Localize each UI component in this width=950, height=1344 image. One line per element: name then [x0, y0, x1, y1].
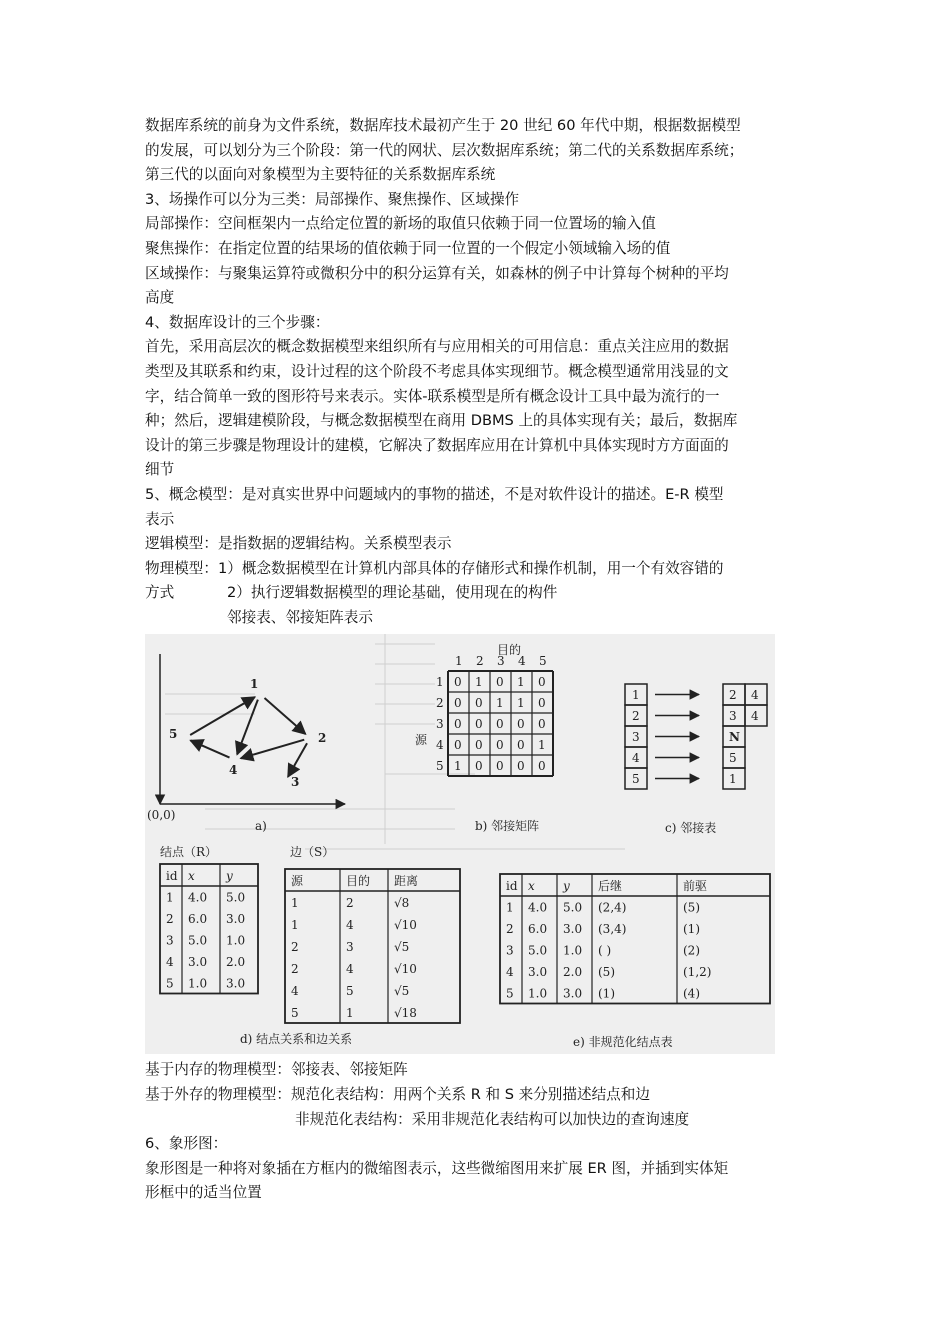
physical-model: 物理模型：1）概念数据模型在计算机内部具体的存储形式和操作机制，用一个有效容错的 [145, 559, 724, 577]
graph-edge [288, 744, 307, 778]
denorm-table-cell: (5) [598, 965, 615, 980]
adjacency-list [625, 684, 767, 835]
adjlist-target: N [729, 730, 740, 745]
denorm-table-cell: (4) [683, 986, 700, 1001]
graph-panel [147, 654, 345, 833]
nodes-table-cell: 3 [166, 933, 174, 948]
paragraph-design: 细节 [145, 461, 175, 479]
faint-background [165, 634, 625, 849]
denorm-table-cell: 1.0 [528, 986, 548, 1001]
nodes-table-cell: 3.0 [226, 912, 246, 927]
denorm-table-cell: (1) [598, 986, 615, 1001]
denorm-table-cell: (3,4) [598, 922, 627, 937]
edges-table-cell: 3 [346, 940, 354, 955]
denorm-table-cell: 2 [506, 922, 514, 937]
graph-caption: a) [255, 819, 267, 834]
nodes-table-cell: 2 [166, 912, 174, 927]
origin-label: (0,0) [147, 808, 176, 823]
matrix-col-header: 1 [455, 654, 463, 669]
edges-table-cell: √18 [394, 1006, 417, 1021]
nodes-table-body [160, 864, 258, 994]
graph-node-label: 3 [291, 775, 300, 790]
matrix-row-header: 5 [436, 759, 444, 774]
graph-edge [190, 741, 229, 758]
adjlist-target: 4 [751, 688, 759, 703]
physical-model [145, 581, 810, 606]
matrix-cell: 0 [517, 717, 525, 732]
nodes-table-header: id [166, 869, 178, 884]
edges-table-cell: 2 [291, 940, 299, 955]
denorm-table-cell: 4 [506, 965, 514, 980]
edges-table-frame [285, 869, 460, 1023]
denorm-table-cell: 3.0 [563, 922, 583, 937]
denorm-table-cell: (1) [683, 922, 700, 937]
matrix-cell: 1 [496, 696, 504, 711]
edges-table-cell: 5 [346, 984, 354, 999]
denorm-table-cell: 3 [506, 943, 514, 958]
graph-edge [265, 698, 306, 734]
denorm-table-cell: 6.0 [528, 922, 548, 937]
nodes-table-header: x [188, 869, 195, 884]
memory-model: 基于内存的物理模型：邻接表、邻接矩阵 [145, 1061, 408, 1079]
matrix-cell: 0 [475, 759, 483, 774]
edges-caption: d) 结点关系和边关系 [240, 1032, 353, 1047]
adjlist-source: 4 [632, 751, 640, 766]
denorm-table-cell: (2) [683, 943, 700, 958]
matrix-col-header: 2 [476, 654, 484, 669]
denorm-table-cell: 2.0 [563, 965, 583, 980]
physical-model-label: 方式 [145, 584, 175, 602]
graph-edge [241, 740, 304, 759]
edges-table-cell: 4 [346, 918, 354, 933]
denorm-table-header: x [528, 879, 535, 894]
denorm-table-header: id [506, 879, 518, 894]
edges-table-cell: 2 [291, 962, 299, 977]
matrix-cell: 0 [454, 696, 462, 711]
nodes-table-cell: 4 [166, 955, 174, 970]
matrix-cell: 1 [538, 738, 546, 753]
nodes-table [160, 844, 258, 994]
paragraph-design: 类型及其联系和约束，设计过程的这个阶段不考虑具体实现细节。概念模型通常用浅显的文 [145, 362, 729, 380]
edges-table-cell: 1 [291, 896, 299, 911]
denorm-table-header: 后继 [598, 879, 623, 894]
section-heading-6: 6、象形图： [145, 1135, 228, 1153]
nodes-table-title: 结点（R） [160, 845, 218, 860]
paragraph-pictogram: 形框中的适当位置 [145, 1184, 262, 1202]
nodes-table-cell: 4.0 [188, 890, 208, 905]
edges-table-cell: √10 [394, 962, 417, 977]
adjlist-target: 4 [751, 709, 759, 724]
edges-table [240, 844, 460, 1046]
matrix-cell: 0 [475, 717, 483, 732]
nodes-table-cell: 5.0 [188, 933, 208, 948]
matrix-title: 目的 [497, 643, 522, 658]
denorm-table-cell: 1 [506, 900, 514, 915]
matrix-cell: 0 [538, 759, 546, 774]
graph-edge [190, 698, 255, 736]
nodes-table-cell: 1 [166, 890, 174, 905]
denorm-table-cell: 5.0 [528, 943, 548, 958]
edges-table-header: 距离 [394, 874, 419, 889]
paragraph-design: 设计的第三步骤是物理设计的建模，它解决了数据库应用在计算机中具体实现时方方面面的 [145, 436, 729, 454]
matrix-body [436, 654, 553, 776]
edges-table-cell: 2 [346, 896, 354, 911]
nodes-table-cell: 5 [166, 976, 174, 991]
graph-edges [190, 698, 307, 778]
denorm-table-header: 前驱 [683, 879, 708, 894]
graph-node-label: 2 [318, 731, 327, 746]
matrix-cell: 0 [538, 675, 546, 690]
matrix-col-header: 3 [497, 654, 505, 669]
matrix-cell: 0 [496, 675, 504, 690]
external-model: 非规范化表结构：采用非规范化表结构可以加快边的查询速度 [295, 1110, 690, 1128]
matrix-cell: 0 [454, 717, 462, 732]
matrix-cell: 1 [475, 675, 483, 690]
section-heading-5: 表示 [145, 510, 175, 528]
paragraph-history: 第三代的以面向对象模型为主要特征的关系数据库系统 [145, 166, 496, 184]
external-model: 基于外存的物理模型：规范化表结构：用两个关系 R 和 S 来分别描述结点和边 [145, 1086, 650, 1104]
local-operation: 局部操作：空间框架内一点给定位置的新场的取值只依赖于同一位置场的输入值 [145, 215, 656, 233]
denorm-table-cell: (5) [683, 900, 700, 915]
denorm-table-cell: 3.0 [563, 986, 583, 1001]
nodes-table-cell: 2.0 [226, 955, 246, 970]
graph-node-label: 4 [229, 763, 238, 778]
edges-table-cell: √10 [394, 918, 417, 933]
nodes-table-cell: 3.0 [226, 976, 246, 991]
matrix-row-header: 3 [436, 717, 444, 732]
nodes-table-cell: 6.0 [188, 912, 208, 927]
matrix-cell: 0 [538, 696, 546, 711]
graph-node-label: 5 [169, 727, 178, 742]
zonal-operation: 高度 [145, 289, 175, 307]
matrix-cell: 0 [496, 759, 504, 774]
denorm-caption: e) 非规范化结点表 [573, 1035, 673, 1050]
matrix-col-header: 5 [539, 654, 547, 669]
denorm-table-cell: 4.0 [528, 900, 548, 915]
adjlist-source: 3 [632, 730, 640, 745]
matrix-caption: b) 邻接矩阵 [475, 819, 540, 834]
matrix-cell: 0 [517, 738, 525, 753]
denorm-table-cell: 3.0 [528, 965, 548, 980]
adjlist-target: 5 [729, 751, 737, 766]
graph-node-label: 1 [250, 677, 259, 692]
matrix-cell: 0 [538, 717, 546, 732]
nodes-table-cell: 1.0 [226, 933, 246, 948]
matrix-cell: 0 [517, 759, 525, 774]
zonal-operation: 区域操作：与聚集运算符或微积分中的积分运算有关，如森林的例子中计算每个树种的平均 [145, 264, 729, 282]
physical-model: 邻接表、邻接矩阵表示 [227, 608, 373, 626]
denorm-table-cell: (1,2) [683, 965, 712, 980]
adjlist-source: 2 [632, 709, 640, 724]
paragraph-history: 数据库系统的前身为文件系统，数据库技术最初产生于 20 世纪 60 年代中期，根据数据模型 [145, 117, 741, 134]
figure-svg [145, 634, 775, 1054]
matrix-cell: 0 [454, 738, 462, 753]
adjlist-target: 2 [729, 688, 737, 703]
adjlist-caption: c) 邻接表 [665, 821, 717, 836]
edges-table-cell: 4 [346, 962, 354, 977]
matrix-cell: 0 [475, 738, 483, 753]
matrix-row-label: 源 [415, 733, 428, 748]
matrix-cell: 1 [517, 675, 525, 690]
paragraph-design: 种；然后，逻辑建模阶段，与概念数据模型在商用 DBMS 上的具体实现有关；最后，数据库 [145, 412, 738, 430]
edges-table-body [285, 869, 460, 1023]
edges-table-title: 边（S） [290, 845, 335, 860]
adjlist-target: 1 [729, 772, 737, 787]
edges-table-header: 目的 [346, 874, 371, 889]
denorm-table-cell: (2,4) [598, 900, 627, 915]
graph-edge [237, 700, 258, 755]
denorm-table-cell: ( ) [598, 943, 612, 958]
matrix-row-header: 4 [436, 738, 444, 753]
matrix-cell: 0 [496, 717, 504, 732]
adjacency-list-body [625, 684, 767, 789]
edges-table-cell: 1 [346, 1006, 354, 1021]
matrix-cell: 1 [517, 696, 525, 711]
edges-table-cell: 5 [291, 1006, 299, 1021]
edges-table-cell: √5 [394, 984, 410, 999]
logical-model: 逻辑模型：是指数据的逻辑结构。关系模型表示 [145, 535, 452, 553]
physical-model-item: 2）执行逻辑数据模型的理论基础，使用现在的构件 [227, 584, 558, 602]
adjlist-source: 1 [632, 688, 640, 703]
denorm-table-cell: 5 [506, 986, 514, 1001]
adjacency-matrix [415, 643, 553, 833]
matrix-row-header: 1 [436, 675, 444, 690]
edges-table-cell: 4 [291, 984, 299, 999]
denorm-table-header: y [563, 879, 570, 894]
matrix-cell: 0 [454, 675, 462, 690]
adjlist-target: 3 [729, 709, 737, 724]
nodes-table-frame [160, 864, 258, 994]
edges-table-cell: 1 [291, 918, 299, 933]
paragraph-history: 的发展，可以划分为三个阶段：第一代的网状、层次数据库系统；第二代的关系数据库系统； [145, 141, 744, 159]
matrix-col-header: 4 [518, 654, 526, 669]
nodes-table-cell: 5.0 [226, 890, 246, 905]
matrix-cell: 0 [496, 738, 504, 753]
denormalized-node-table [500, 874, 770, 1049]
document-page [145, 114, 810, 1206]
edges-table-header: 源 [291, 874, 304, 889]
matrix-cell: 0 [475, 696, 483, 711]
paragraph-design: 首先，采用高层次的概念数据模型来组织所有与应用相关的可用信息：重点关注应用的数据 [145, 338, 729, 356]
denorm-table-frame [500, 874, 770, 1004]
graph-storage-figure [145, 634, 775, 1054]
paragraph-pictogram: 象形图是一种将对象插在方框内的微缩图表示，这些微缩图用来扩展 ER 图，并插到实体矩 [145, 1159, 729, 1177]
focal-operation: 聚焦操作：在指定位置的结果场的值依赖于同一位置的一个假定小领域输入场的值 [145, 239, 671, 257]
edges-table-cell: √8 [394, 896, 410, 911]
denorm-table-cell: 5.0 [563, 900, 583, 915]
denormalized-table-body [500, 874, 770, 1004]
nodes-table-cell: 3.0 [188, 955, 208, 970]
matrix-row-header: 2 [436, 696, 444, 711]
section-heading-4: 4、数据库设计的三个步骤： [145, 313, 330, 331]
section-heading-3: 3、场操作可以分为三类：局部操作、聚焦操作、区域操作 [145, 190, 520, 208]
adjlist-source: 5 [632, 772, 640, 787]
paragraph-design: 字，结合简单一致的图形符号来表示。实体-联系模型是所有概念设计工具中最为流行的一 [145, 387, 720, 405]
nodes-table-header: y [226, 869, 233, 884]
section-heading-5: 5、概念模型：是对真实世界中问题域内的事物的描述，不是对软件设计的描述。E-R 模型 [145, 485, 724, 503]
edges-table-cell: √5 [394, 940, 410, 955]
denorm-table-cell: 1.0 [563, 943, 583, 958]
matrix-cell: 1 [454, 759, 462, 774]
nodes-table-cell: 1.0 [188, 976, 208, 991]
